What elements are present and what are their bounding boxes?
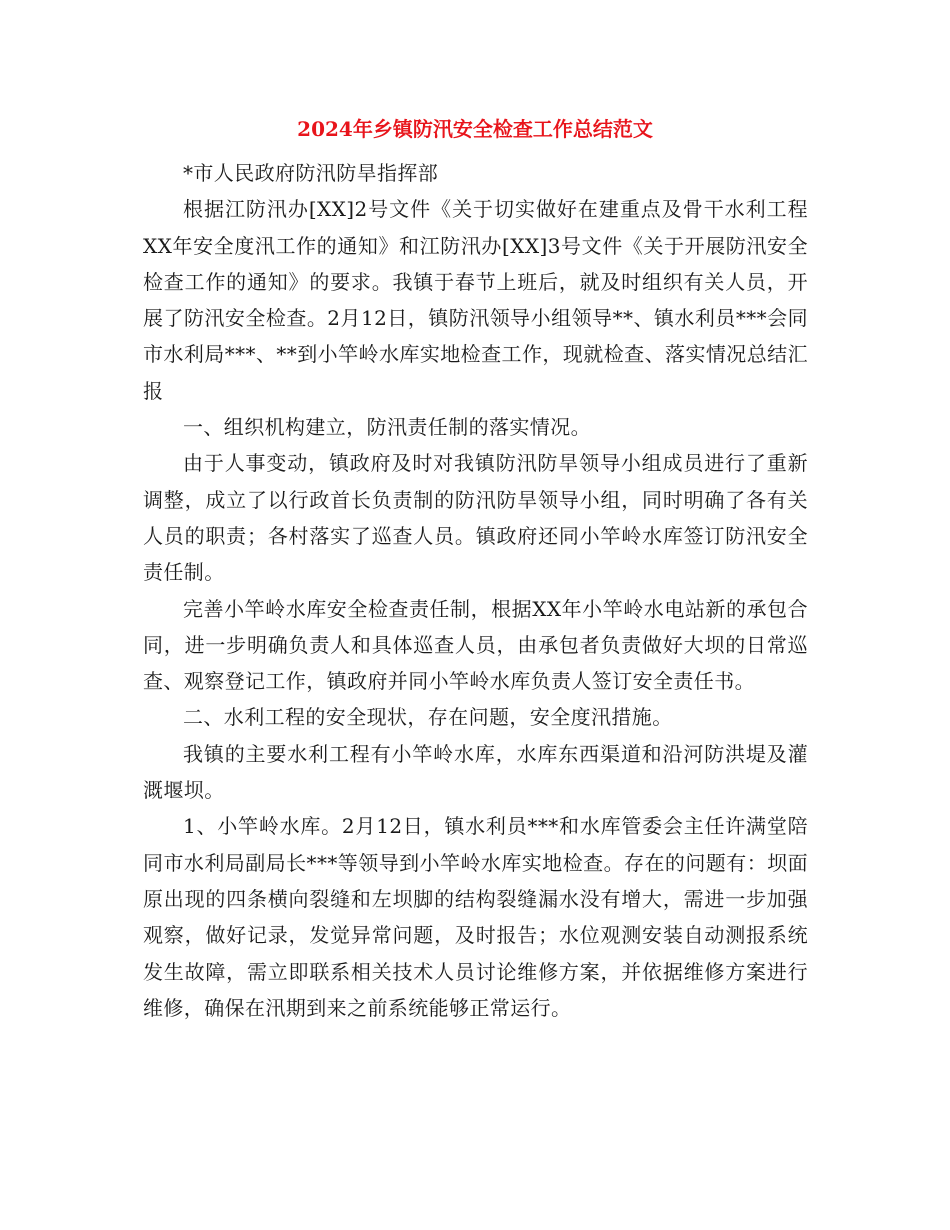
paragraph-addressee: *市人民政府防汛防旱指挥部 xyxy=(183,161,439,185)
document-title: 2024年乡镇防汛安全检查工作总结范文 xyxy=(297,117,653,141)
paragraph-reservoir-inspection: 1、小竿岭水库。2月12日，镇水利员***和水库管委会主任许满堂陪同市水利局副局长***等领导到小竿岭水库实地检查。存在的问题有：坝面原出现的四条横向裂缝和左坝脚的结构裂缝漏水没有增大，需进一步加强观察，做好记录，发觉异常问题，及时报告；水位观测安装自动测报系统发生故障，需立即联系相关技术人员讨论维修方案，并依据维修方案进行维修，确保在汛期到来之前系统能够正常运行。 xyxy=(143,814,808,1020)
paragraph-main-projects: 我镇的主要水利工程有小竿岭水库，水库东西渠道和沿河防洪堤及灌溉堰坝。 xyxy=(143,741,808,803)
section-heading-1: 一、组织机构建立，防汛责任制的落实情况。 xyxy=(183,415,591,440)
document-body xyxy=(143,155,808,1026)
section-heading-2: 二、水利工程的安全现状，存在问题，安全度汛措施。 xyxy=(183,705,673,730)
paragraph-responsibility-system: 完善小竿岭水库安全检查责任制，根据XX年小竿岭水电站新的承包合同，进一步明确负责人和具体巡查人员，由承包者负责做好大坝的日常巡查、观察登记工作，镇政府并同小竿岭水库负责人签订安全责任书。 xyxy=(143,596,808,694)
paragraph-personnel-adjustment: 由于人事变动，镇政府及时对我镇防汛防旱领导小组成员进行了重新调整，成立了以行政首长负责制的防汛防旱领导小组，同时明确了各有关人员的职责；各村落实了巡查人员。镇政府还同小竿岭水库签订防汛安全责任制。 xyxy=(143,451,808,585)
paragraph-intro: 根据江防汛办[XX]2号文件《关于切实做好在建重点及骨干水利工程XX年安全度汛工作的通知》和江防汛办[XX]3号文件《关于开展防汛安全检查工作的通知》的要求。我镇于春节上班后，就及时组织有关人员，开展了防汛安全检查。2月12日，镇防汛领导小组领导**、镇水利员***会同市水利局***、**到小竿岭水库实地检查工作，现就检查、落实情况总结汇报 xyxy=(143,197,808,403)
